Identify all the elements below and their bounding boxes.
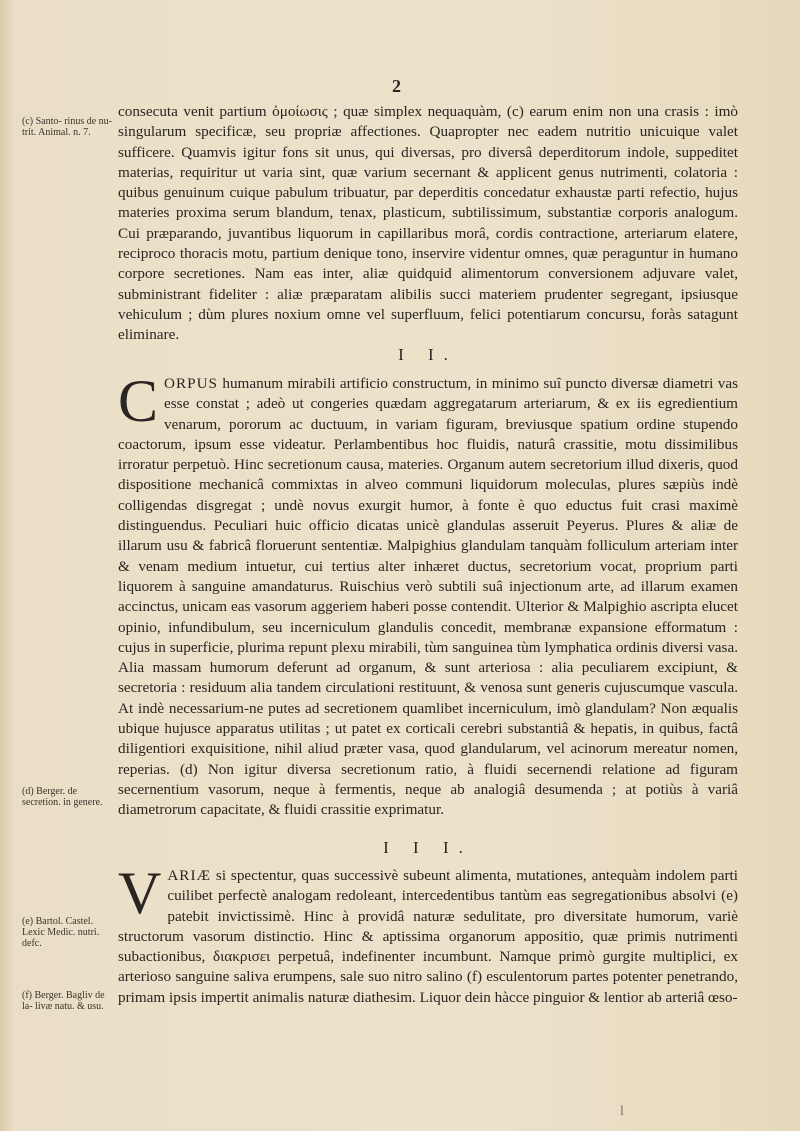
intro-paragraph: consecuta venit partium ὁμοίωσις ; quæ simplex nequaquàm, (c) earum enim non una crasis : imò singularum specificæ, seu propriæ affectiones. Quapropter nec eadem nutritio unicuique valet sufficere. Quamvis igitur fons sit unus, qui diversas, pro diversâ deperditorum indole, suppeditet materias, requiritur ut varia sint, quæ varium secernant & applicent genus nutrimenti, colatoria : quibus genuinum cuique pabulum tribuatur, par deperditis concedatur exhaustæ parti refectio, hujus materies proxima serum blandum, tenax, plasticum, subtilissimum, substantiæ corporis analogum. Cui præparando, juvantibus liquorum in capillaribus morâ, cordis contractione, arteriarum elatere, reciproco thoracis motu, partium denique tono, inservire videntur omnes, quæ peraguntur in humano corpore secretiones. Nam eas inter, aliæ quidquid alimentorum conversionem adjuvare valet, subministrant fideliter : aliæ præparatam alibilis succi materiem prudenter segregant, ipsiusque vehiculum ; dùm plures noxium omne vel superfluum, felici potentiarum concursu, foràs satagunt eliminare. [118, 103, 738, 344]
section-2-paragraph [118, 368, 738, 821]
section-3-paragraph [118, 860, 738, 1008]
section-2-block [118, 368, 738, 821]
page-number: 2 [392, 76, 401, 96]
margin-note-c: (c) Santo- rinus de nu- trit. Animal. n. 7. [22, 116, 112, 138]
section-2-text: humanum mirabili artificio constructum, in minimo suî puncto diversæ diametri vas esse constat ; adeò ut congeries quædam aggregatarum arteriarum, & ex iis egredientium venarum, pororum ac ductuum, in variam figuram, breviusque spatium ordine stupendo coactorum, ipsum esse videatur. Perlambentibus hoc fluidis, naturâ crassitie, motu dissimilibus irroratur perpetuò. Hinc secretionum causa, materies. Organum autem secretorium illud dixeris, quod dispositione mechanicâ commixtas in alveo communi liquidorum moleculas, plures sæpiùs indè colligendas disgregat ; undè novus exurgit humor, à fonte è quo eductus fuit crasi maximè distinguendus. Peculiari huic officio dicatas unicè glandulas asseruit Peyerus. Plures & aliæ de illarum usu & fabricâ floruerunt sententiæ. Malpighius glandulam tanquàm folliculum arteriam inter & venam medium intuetur, cui tertius alter inhæret ductus, secretorium vocat, proprium parti liquorem à sanguine amandaturus. Ruischius verò subtili suâ injectionum arte, ad illarum examen accinctus, unicam eas vasorum aggeriem haberi posse contendit. Ulterior & Malpighio ascripta elucet opinio, infundibulum, seu incerniculum glandulis concedit, membranæ expansione efformatum : cujus in superficie, plurima repunt plexu mirabili, tùm sanguinea tùm lymphatica ordinis diversi vasa. Alia massam humorum deferunt ad organum, & sunt arteriosa : alia peculiarem excipiunt, & secretoria : residuum alia tandem circulationi restituunt, & venosa sunt generis cujuscumque vascula. At indè necessarium-ne putes ad secretionem quamlibet incerniculum, imò glandulam? Non æqualis ubique hujusce apparatus utilitas ; ut patet ex corticali cerebri substantiâ & hepatis, in quibus, factâ diligentiori exquisitione, nihil aliud præter vasa, quod glandularum, vel acinorum mereatur nomen, reperias. (d) Non igitur diversa secretionum ratio, à fluidi secernendi relatione ad figuram secernentium vasorum, neque à fermentis, neque ab analogiâ desumenda ; at potiùs à variâ diametrorum capacitate, & fluidi crassitie exprimatur. [118, 375, 738, 819]
section-2-lead: ORPUS [164, 375, 218, 392]
margin-note-e: (e) Bartol. Castel. Lexic Medic. nutri. defc. [22, 916, 100, 949]
section-3-lead: ARIÆ [167, 867, 212, 884]
section-heading-2: I I. [398, 345, 458, 364]
margin-note-f: (f) Berger. Bagliv de la- livæ natu. & usu. [22, 990, 105, 1012]
pencil-mark: l [620, 1104, 624, 1119]
section-3-text: si spectentur, quas successivè subeunt alimenta, mutationes, antequàm indolem parti cuilibet perfectè analogam redoleant, intercedentibus tantùm eas segregationibus absolvi (e) patebit invictissimè. Hinc à providâ naturæ sedulitate, pro diversitate humorum, variè structorum vasorum distinctio. Hinc & aptissima organorum appositio, quæ primis nutrimenti subactionibus, διακρισει perpetuâ, indefinenter incumbunt. Namque primò gurgite multiplici, ex arterioso sanguine saliva erumpens, sale suo nitro salino (f) esculentorum partes potenter penetrando, primam ipsis impertit animalis naturæ diathesim. Liquor dein hàcce pinguior & lentior ab arteriâ œso- [118, 867, 738, 1006]
section-3-dropcap: V [118, 860, 162, 926]
intro-paragraph-block [118, 102, 738, 346]
section-3-block [118, 860, 738, 1008]
margin-note-d: (d) Berger. de secretion. in genere. [22, 786, 103, 808]
section-2-dropcap: C [118, 368, 159, 434]
section-heading-3: I I I. [383, 838, 473, 857]
